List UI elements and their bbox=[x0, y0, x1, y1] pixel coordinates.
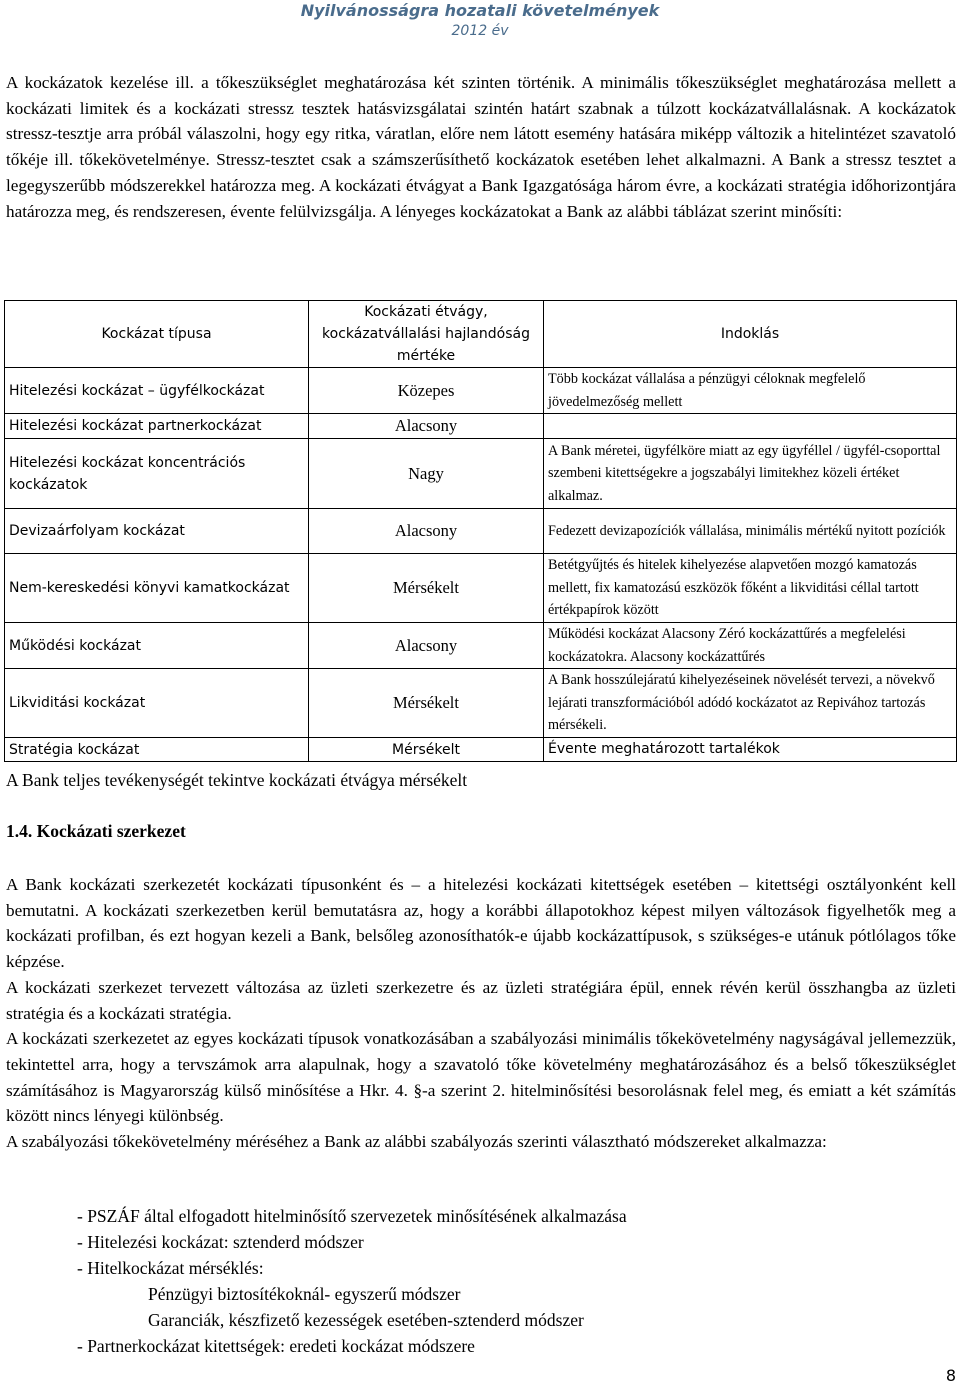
table-row bbox=[5, 414, 957, 439]
cell-reason: Fedezett devizapozíciók vállalása, minimális mértékű nyitott pozíciók bbox=[544, 509, 957, 554]
sublist-item: Pénzügyi biztosítékoknál- egyszerű módszer bbox=[148, 1284, 461, 1304]
table-row bbox=[5, 554, 957, 623]
header-year: 2012 év bbox=[451, 23, 509, 39]
cell-level: Alacsony bbox=[309, 509, 544, 554]
cell-reason: Több kockázat vállalása a pénzügyi céloknak megfelelő jövedelmezőség mellett bbox=[544, 368, 957, 414]
body-paragraph: A Bank kockázati szerkezetét kockázati típusonként és – a hitelezési kockázati kitettségek esetében – kitettségi osztályonként kell bemutatni. A kockázati szerkezetben kerül bemutatásra az, hogy a korábbi állapotokhoz képest milyen változások figyelhetők meg a kockázati profilban, és ezt hogyan kezeli a Bank, belsőleg azonosíthatók-e újabb kockázattípusok, s szükséges-e utánuk pótlólagos tőke képzése. bbox=[6, 875, 956, 972]
cell-type: Hitelezési kockázat – ügyfélkockázat bbox=[5, 368, 309, 414]
cell-type: Hitelezési kockázat partnerkockázat bbox=[5, 414, 309, 439]
body-paragraph: A szabályozási tőkekövetelmény méréséhez a Bank az alábbi szabályozás szerinti választható módszereket alkalmazza: bbox=[6, 1132, 827, 1152]
cell-type: Likviditási kockázat bbox=[5, 669, 309, 738]
cell-reason: Működési kockázat Alacsony Zéró kockázattűrés a megfelelési kockázatokra. Alacsony kockázattűrés bbox=[544, 623, 957, 669]
table-row bbox=[5, 368, 957, 414]
header-title: Nyilvánosságra hozatali követelmények bbox=[300, 1, 660, 20]
col-header-appetite: Kockázati étvágy, kockázatvállalási hajlandóság mértéke bbox=[309, 301, 544, 368]
table-row bbox=[5, 439, 957, 509]
cell-reason bbox=[544, 414, 957, 439]
cell-level: Alacsony bbox=[309, 623, 544, 669]
cell-level: Mérsékelt bbox=[309, 738, 544, 762]
list-item: - Partnerkockázat kitettségek: eredeti kockázat módszere bbox=[77, 1336, 475, 1356]
sublist-item: Garanciák, készfizető kezességek esetében-sztenderd módszer bbox=[148, 1310, 584, 1330]
risk-appetite-table bbox=[4, 300, 957, 762]
table-row bbox=[5, 623, 957, 669]
cell-level: Nagy bbox=[309, 439, 544, 509]
cell-level: Mérsékelt bbox=[309, 554, 544, 623]
col-header-reason: Indoklás bbox=[544, 301, 957, 368]
list-item: - Hitelkockázat mérséklés: bbox=[77, 1258, 264, 1278]
page-number: 8 bbox=[945, 1366, 956, 1385]
cell-level: Mérsékelt bbox=[309, 669, 544, 738]
cell-type: Hitelezési kockázat koncentrációs kockázatok bbox=[5, 439, 309, 509]
cell-type: Működési kockázat bbox=[5, 623, 309, 669]
intro-paragraph: A kockázatok kezelése ill. a tőkeszükséglet meghatározása két szinten történik. A minimális tőkeszükséglet meghatározása mellett a kockázati limitek és a kockázati stressz tesztek hatásvizsgálatai szintén határt szabnak a túlzott kockázatvállalásnak. A kockázatok stressz-tesztje arra próbál válaszolni, hogy egy ritka, váratlan, előre nem látott esemény hatására miképp változik a hitelintézet szavatoló tőkéje ill. tőkekövetelménye. Stressz-tesztet csak a számszerűsíthető kockázatok esetében lehet alkalmazni. A Bank a stressz tesztet a legegyszerűbb módszerekkel határozza meg. A kockázati étvágyat a Bank Igazgatósága három évre, a kockázati stratégia időhorizontjára határozza meg, és rendszeresen, évente felülvizsgálja. A lényeges kockázatokat a Bank az alábbi táblázat szerint minősíti: bbox=[6, 73, 956, 221]
col-header-type: Kockázat típusa bbox=[5, 301, 309, 368]
table-row bbox=[5, 669, 957, 738]
cell-type: Devizaárfolyam kockázat bbox=[5, 509, 309, 554]
cell-level: Alacsony bbox=[309, 414, 544, 439]
page-header bbox=[0, 0, 960, 41]
table-header-row bbox=[5, 301, 957, 368]
cell-level: Közepes bbox=[309, 368, 544, 414]
section-body bbox=[6, 872, 956, 1155]
section-heading: 1.4. Kockázati szerkezet bbox=[6, 821, 186, 841]
cell-reason: Betétgyűjtés és hitelek kihelyezése alapvetően mozgó kamatozás mellett, fix kamatozású eszközök főként a likviditási céllal tartott értékpapírok között bbox=[544, 554, 957, 623]
body-paragraph: A kockázati szerkezetet az egyes kockázati típusok vonatkozásában a szabályozási minimális tőkekövetelmény nagyságával jellemezzük, tekintettel arra, hogy a tervszámok arra alapulnak, hogy a szavatoló tőke követelmény meghatározásához és a belső tőkeszükséglet számításához is Magyarország külső minősítése a Hkr. 4. §-a szerint 2. hitelminősítési besorolásnak felel meg, és emiatt a két számítás között nincs lényegi különbség. bbox=[6, 1029, 956, 1126]
list-item: - Hitelezési kockázat: sztenderd módszer bbox=[77, 1232, 364, 1252]
cell-reason: Évente meghatározott tartalékok bbox=[544, 738, 957, 762]
cell-type: Nem-kereskedési könyvi kamatkockázat bbox=[5, 554, 309, 623]
cell-reason: A Bank hosszúlejáratú kihelyezéseinek növelését tervezi, a növekvő lejárati transzformációból adódó kockázatot az Repivához tartozás mérsékeli. bbox=[544, 669, 957, 738]
cell-reason: A Bank méretei, ügyfélköre miatt az egy ügyféllel / ügyfél-csoporttal szembeni kitettségekre a jogszabályi limitekhez közeli értéket alkalmaz. bbox=[544, 439, 957, 509]
table-row bbox=[5, 509, 957, 554]
list-item: - PSZÁF által elfogadott hitelminősítő szervezetek minősítésének alkalmazása bbox=[77, 1206, 627, 1226]
table-row bbox=[5, 738, 957, 762]
summary-line: A Bank teljes tevékenységét tekintve kockázati étvágya mérsékelt bbox=[6, 770, 468, 790]
body-paragraph: A kockázati szerkezet tervezett változása az üzleti szerkezetre és az üzleti stratégiára épül, ennek révén kerül összhangba az üzleti stratégia és a kockázati stratégia. bbox=[6, 977, 956, 1023]
cell-type: Stratégia kockázat bbox=[5, 738, 309, 762]
